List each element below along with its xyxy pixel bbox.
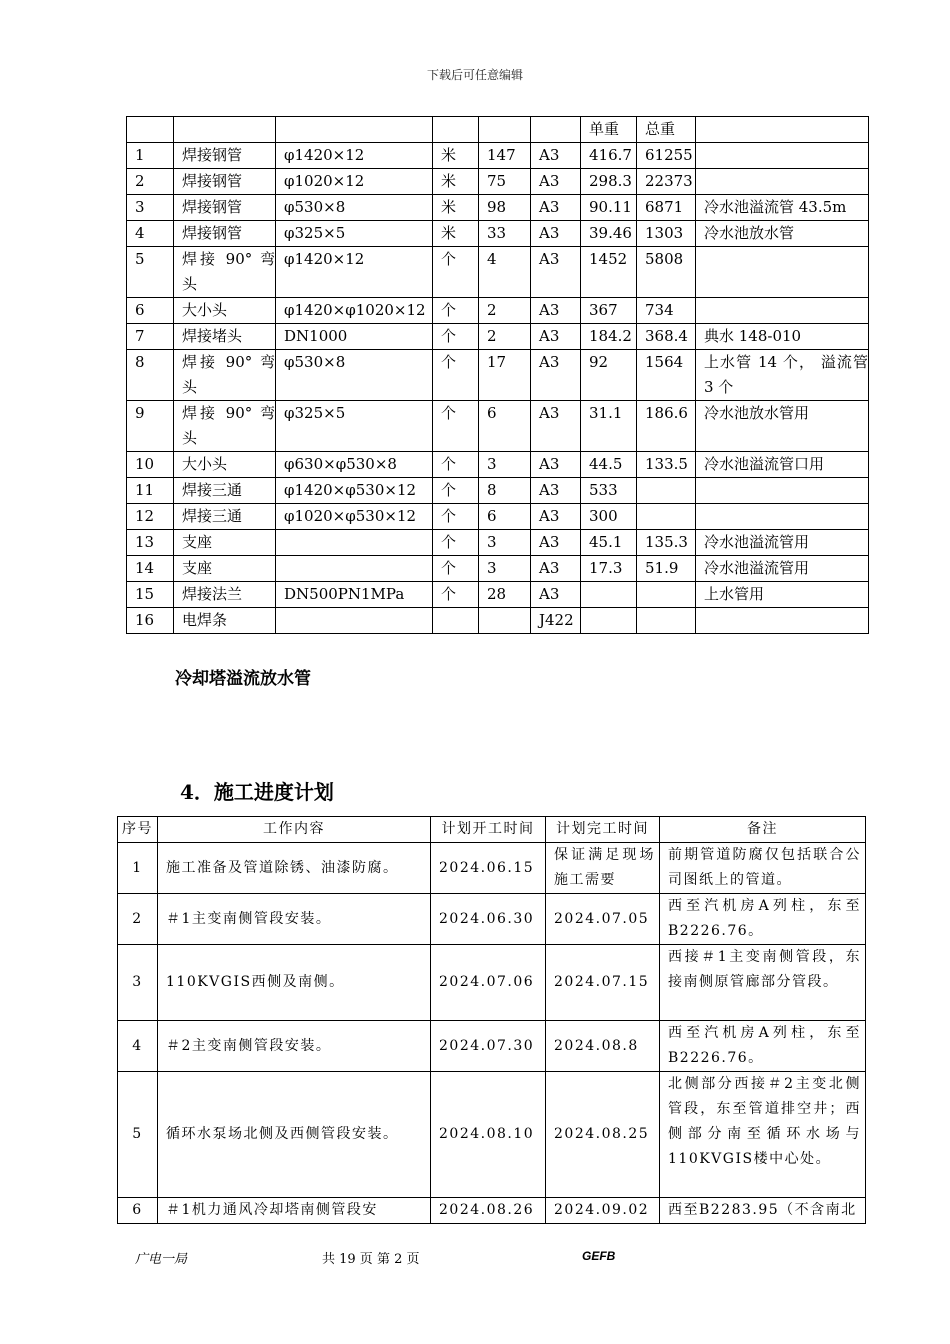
cell-name: 焊接钢管: [174, 169, 276, 195]
cell-unit-weight: 1452: [581, 247, 637, 298]
cell-note: 北侧部分西接＃2主变北侧管段，东至管道排空井；西侧部分南至循环水场与110KVGIS楼中心处。: [660, 1072, 866, 1198]
cell-remark: 冷水池溢流管用: [696, 530, 869, 556]
cell-material: A3: [531, 478, 581, 504]
cell-qty: 98: [479, 195, 531, 221]
table-row: [118, 1072, 866, 1198]
cell-index: 12: [127, 504, 174, 530]
cell-spec: DN500PN1MPa: [276, 582, 433, 608]
table-row: [127, 478, 869, 504]
cell-material: A3: [531, 324, 581, 350]
cell-name: 焊接 90° 弯头: [174, 350, 276, 401]
cell-spec: φ1420×φ1020×12: [276, 298, 433, 324]
table-row: [127, 143, 869, 169]
cell-spec: φ1420×12: [276, 143, 433, 169]
cell-end: 2024.09.02: [546, 1198, 660, 1224]
cell-spec: φ1420×12: [276, 247, 433, 298]
cell-name: 大小头: [174, 452, 276, 478]
cell-index: 7: [127, 324, 174, 350]
cell-qty: 17: [479, 350, 531, 401]
cell-name: 焊接钢管: [174, 143, 276, 169]
cell-material: A3: [531, 195, 581, 221]
cell-unit-weight: 17.3: [581, 556, 637, 582]
header-cell-unit: [433, 117, 479, 143]
cell-total-weight: 186.6: [637, 401, 696, 452]
cell-end: 保证满足现场施工需要: [546, 843, 660, 894]
cell-unit-weight: 298.3: [581, 169, 637, 195]
cell-unit: 个: [433, 324, 479, 350]
cell-index: 4: [127, 221, 174, 247]
cell-start: 2024.08.10: [431, 1072, 546, 1198]
header-cell-note: 备注: [660, 817, 866, 843]
cell-total-weight: 6871: [637, 195, 696, 221]
cell-unit-weight: 184.2: [581, 324, 637, 350]
cell-remark: 典水 148-010: [696, 324, 869, 350]
cell-material: A3: [531, 247, 581, 298]
cell-unit: 个: [433, 582, 479, 608]
cell-total-weight: [637, 504, 696, 530]
cell-remark: 冷水池放水管用: [696, 401, 869, 452]
cell-name: 焊接三通: [174, 478, 276, 504]
cell-material: A3: [531, 143, 581, 169]
cell-material: A3: [531, 530, 581, 556]
footer-company: 广电一局: [135, 1252, 188, 1267]
cell-name: 焊接 90° 弯头: [174, 247, 276, 298]
schedule-table: [117, 816, 866, 1224]
cell-unit-weight: 90.11: [581, 195, 637, 221]
cell-unit: 个: [433, 452, 479, 478]
cell-spec: [276, 608, 433, 634]
table-row: [127, 504, 869, 530]
cell-unit: 米: [433, 169, 479, 195]
table-row: [127, 608, 869, 634]
cell-spec: [276, 556, 433, 582]
cell-unit-weight: 44.5: [581, 452, 637, 478]
cell-remark: 冷水池溢流管 43.5m: [696, 195, 869, 221]
header-cell-remark: [696, 117, 869, 143]
cell-total-weight: [637, 478, 696, 504]
table-row: [127, 324, 869, 350]
cell-work: ＃1机力通风冷却塔南侧管段安: [158, 1198, 431, 1224]
cell-material: A3: [531, 504, 581, 530]
cell-total-weight: 135.3: [637, 530, 696, 556]
header-cell-start: 计划开工时间: [431, 817, 546, 843]
table-row: [127, 556, 869, 582]
cell-total-weight: 133.5: [637, 452, 696, 478]
header-cell-index: 序号: [118, 817, 158, 843]
cell-total-weight: 61255: [637, 143, 696, 169]
subtitle: 冷却塔溢流放水管: [175, 669, 311, 689]
cell-index: 8: [127, 350, 174, 401]
footer-page-count: 共 19 页 第 2 页: [322, 1252, 420, 1267]
table-row: [127, 350, 869, 401]
footer-code: GEFB: [582, 1249, 616, 1263]
cell-index: 11: [127, 478, 174, 504]
cell-note: 西接＃1主变南侧管段，东接南侧原管廊部分管段。: [660, 945, 866, 1021]
cell-index: 3: [127, 195, 174, 221]
cell-qty: 8: [479, 478, 531, 504]
cell-remark: [696, 504, 869, 530]
cell-work: ＃2主变南侧管段安装。: [158, 1021, 431, 1072]
cell-unit: 个: [433, 504, 479, 530]
cell-start: 2024.07.30: [431, 1021, 546, 1072]
cell-qty: 4: [479, 247, 531, 298]
cell-work: 施工准备及管道除锈、油漆防腐。: [158, 843, 431, 894]
cell-unit: 个: [433, 530, 479, 556]
cell-remark: [696, 143, 869, 169]
cell-remark: 上水管 14 个， 溢流管 3 个: [696, 350, 869, 401]
cell-qty: 2: [479, 298, 531, 324]
cell-remark: [696, 169, 869, 195]
header-cell-name: [174, 117, 276, 143]
cell-qty: 28: [479, 582, 531, 608]
cell-unit-weight: [581, 582, 637, 608]
cell-unit-weight: 300: [581, 504, 637, 530]
cell-material: A3: [531, 169, 581, 195]
cell-name: 支座: [174, 556, 276, 582]
cell-material: J422: [531, 608, 581, 634]
cell-unit-weight: 533: [581, 478, 637, 504]
cell-index: 1: [118, 843, 158, 894]
cell-unit: 个: [433, 350, 479, 401]
cell-unit: 个: [433, 556, 479, 582]
cell-spec: φ1420×φ530×12: [276, 478, 433, 504]
cell-note: 前期管道防腐仅包括联合公司图纸上的管道。: [660, 843, 866, 894]
table-row: [118, 945, 866, 1021]
cell-work: 循环水泵场北侧及西侧管段安装。: [158, 1072, 431, 1198]
table-row: [118, 1021, 866, 1072]
cell-index: 16: [127, 608, 174, 634]
cell-qty: 2: [479, 324, 531, 350]
cell-total-weight: 51.9: [637, 556, 696, 582]
cell-unit-weight: [581, 608, 637, 634]
cell-material: A3: [531, 582, 581, 608]
cell-unit: [433, 608, 479, 634]
cell-unit-weight: 31.1: [581, 401, 637, 452]
cell-total-weight: [637, 608, 696, 634]
cell-index: 9: [127, 401, 174, 452]
table-row: [127, 169, 869, 195]
cell-qty: 147: [479, 143, 531, 169]
header-cell-spec: [276, 117, 433, 143]
cell-name: 大小头: [174, 298, 276, 324]
cell-material: A3: [531, 298, 581, 324]
cell-total-weight: 368.4: [637, 324, 696, 350]
cell-unit: 米: [433, 195, 479, 221]
cell-spec: φ1020×12: [276, 169, 433, 195]
cell-qty: 6: [479, 504, 531, 530]
cell-index: 2: [118, 894, 158, 945]
cell-unit: 个: [433, 247, 479, 298]
cell-name: 焊接法兰: [174, 582, 276, 608]
cell-unit: 个: [433, 478, 479, 504]
cell-index: 1: [127, 143, 174, 169]
cell-remark: 冷水池溢流管用: [696, 556, 869, 582]
cell-qty: 6: [479, 401, 531, 452]
cell-index: 2: [127, 169, 174, 195]
table-header-row: [118, 817, 866, 843]
cell-start: 2024.08.26: [431, 1198, 546, 1224]
cell-unit-weight: 92: [581, 350, 637, 401]
cell-start: 2024.07.06: [431, 945, 546, 1021]
cell-unit: 个: [433, 298, 479, 324]
cell-index: 15: [127, 582, 174, 608]
cell-total-weight: 734: [637, 298, 696, 324]
cell-name: 焊接钢管: [174, 195, 276, 221]
table-row: [127, 452, 869, 478]
cell-spec: [276, 530, 433, 556]
cell-index: 4: [118, 1021, 158, 1072]
cell-name: 焊接堵头: [174, 324, 276, 350]
cell-unit-weight: 416.7: [581, 143, 637, 169]
cell-unit: 个: [433, 401, 479, 452]
cell-name: 支座: [174, 530, 276, 556]
cell-index: 6: [127, 298, 174, 324]
cell-material: A3: [531, 401, 581, 452]
header-cell-work: 工作内容: [158, 817, 431, 843]
cell-end: 2024.07.15: [546, 945, 660, 1021]
cell-total-weight: 5808: [637, 247, 696, 298]
header-cell-index: [127, 117, 174, 143]
cell-name: 焊接钢管: [174, 221, 276, 247]
cell-unit-weight: 45.1: [581, 530, 637, 556]
table-row: [127, 401, 869, 452]
cell-remark: [696, 247, 869, 298]
cell-unit-weight: 39.46: [581, 221, 637, 247]
cell-note: 西至汽机房A列柱，东至B2226.76。: [660, 894, 866, 945]
cell-index: 13: [127, 530, 174, 556]
table-row: [127, 247, 869, 298]
cell-remark: 冷水池放水管: [696, 221, 869, 247]
table-row: [127, 582, 869, 608]
header-cell-material: [531, 117, 581, 143]
cell-work: ＃1主变南侧管段安装。: [158, 894, 431, 945]
table-header-row: [127, 117, 869, 143]
cell-spec: φ530×8: [276, 350, 433, 401]
section-title: 4．施工进度计划: [180, 780, 334, 804]
cell-note: 西至B2283.95（不含南北: [660, 1198, 866, 1224]
cell-remark: [696, 478, 869, 504]
cell-total-weight: [637, 582, 696, 608]
cell-remark: [696, 298, 869, 324]
cell-start: 2024.06.30: [431, 894, 546, 945]
table-row: [118, 894, 866, 945]
table-row: [127, 195, 869, 221]
cell-spec: φ630×φ530×8: [276, 452, 433, 478]
cell-end: 2024.07.05: [546, 894, 660, 945]
cell-total-weight: 1303: [637, 221, 696, 247]
cell-name: 电焊条: [174, 608, 276, 634]
header-cell-qty: [479, 117, 531, 143]
table-row: [127, 298, 869, 324]
cell-end: 2024.08.8: [546, 1021, 660, 1072]
header-cell-unit-weight: 单重: [581, 117, 637, 143]
materials-table: [126, 116, 869, 634]
header-cell-end: 计划完工时间: [546, 817, 660, 843]
cell-name: 焊接 90° 弯头: [174, 401, 276, 452]
cell-start: 2024.06.15: [431, 843, 546, 894]
cell-total-weight: 22373: [637, 169, 696, 195]
cell-note: 西至汽机房A列柱，东至B2226.76。: [660, 1021, 866, 1072]
cell-index: 14: [127, 556, 174, 582]
cell-index: 10: [127, 452, 174, 478]
table-row: [127, 530, 869, 556]
cell-end: 2024.08.25: [546, 1072, 660, 1198]
cell-index: 6: [118, 1198, 158, 1224]
cell-unit-weight: 367: [581, 298, 637, 324]
cell-spec: φ325×5: [276, 221, 433, 247]
cell-remark: 上水管用: [696, 582, 869, 608]
cell-spec: φ1020×φ530×12: [276, 504, 433, 530]
cell-index: 5: [127, 247, 174, 298]
table-row: [118, 843, 866, 894]
table-row: [118, 1198, 866, 1224]
cell-material: A3: [531, 350, 581, 401]
cell-spec: φ325×5: [276, 401, 433, 452]
cell-work: 110KVGIS西侧及南侧。: [158, 945, 431, 1021]
cell-remark: [696, 608, 869, 634]
cell-qty: 3: [479, 556, 531, 582]
cell-index: 3: [118, 945, 158, 1021]
cell-unit: 米: [433, 143, 479, 169]
cell-index: 5: [118, 1072, 158, 1198]
cell-remark: 冷水池溢流管口用: [696, 452, 869, 478]
cell-name: 焊接三通: [174, 504, 276, 530]
cell-qty: 33: [479, 221, 531, 247]
table-row: [127, 221, 869, 247]
cell-material: A3: [531, 221, 581, 247]
cell-material: A3: [531, 556, 581, 582]
cell-material: A3: [531, 452, 581, 478]
cell-qty: [479, 608, 531, 634]
header-cell-total-weight: 总重: [637, 117, 696, 143]
top-note: 下载后可任意编辑: [426, 68, 523, 82]
cell-qty: 3: [479, 530, 531, 556]
cell-spec: φ530×8: [276, 195, 433, 221]
cell-total-weight: 1564: [637, 350, 696, 401]
cell-qty: 3: [479, 452, 531, 478]
cell-qty: 75: [479, 169, 531, 195]
cell-unit: 米: [433, 221, 479, 247]
cell-spec: DN1000: [276, 324, 433, 350]
